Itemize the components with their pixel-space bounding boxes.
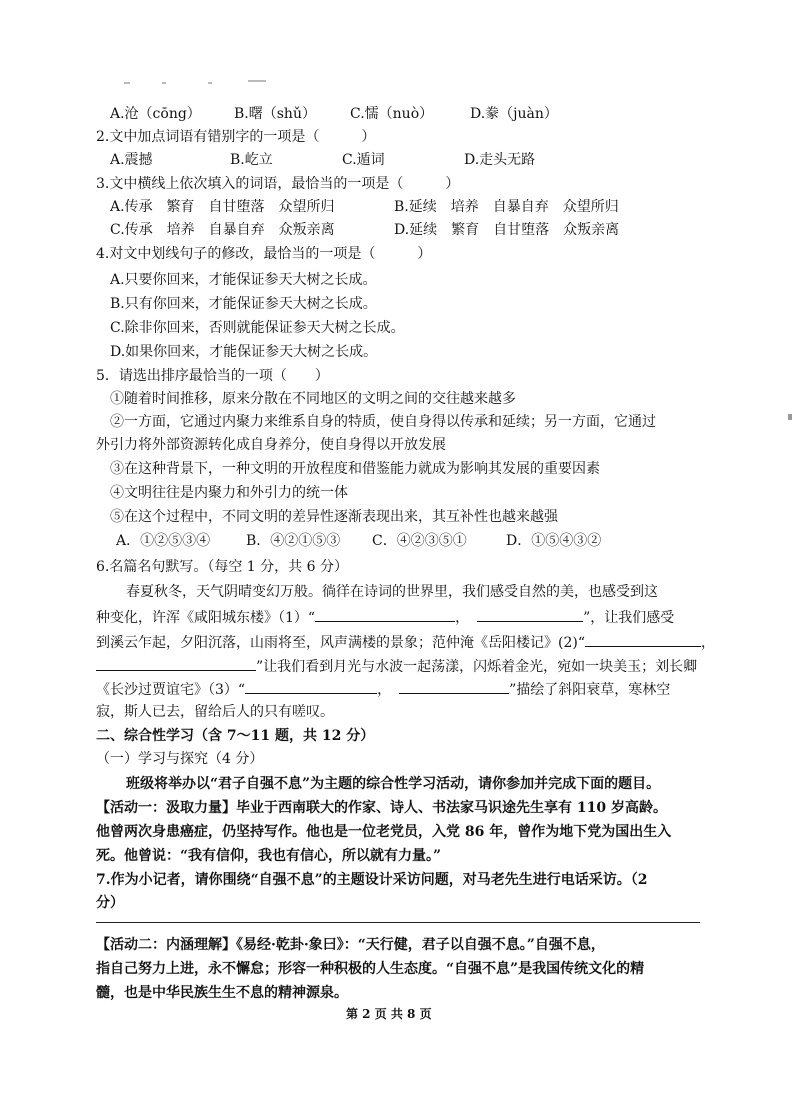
q6-text-2b: ， [455,610,470,626]
activity2-line3: 髓，也是中华民族生生不息的精神源泉。 [96,985,348,1001]
q6-text-3b: ， [701,635,715,651]
q5-options [116,531,716,551]
q5-option-a: A．①②⑤③④ [116,533,211,549]
q6-text-6: 寂，斯人已去，留给后人的只有嗟叹。 [96,704,334,720]
q3-option-b: B.延续 培养 自暴自弃 众望所归 [394,199,619,215]
q6-text-5a: 《长沙过贾谊宅》（3）“ [96,682,246,698]
activity1-line1 [96,798,667,818]
q1-option-b: B.曙（shǔ） [234,106,316,122]
q4-option-c: C.除非你回来，否则就能保证参天大树之长成。 [110,320,405,336]
q4-stem: 4.对文中划线句子的修改，最恰当的一项是（ ） [96,246,432,262]
answer-line[interactable] [96,922,700,923]
q2-option-d: D.走头无路 [464,152,536,168]
q5-sentence-2b: 外引力将外部资源转化成自身养分，使自身得以开放发展 [96,437,446,453]
blank-1[interactable] [315,607,455,622]
q6-text-5c: ”描绘了斜阳衰草，寒林空 [509,682,671,698]
q4-option-a: A.只要你回来，才能保证参天大树之长成。 [110,272,377,288]
activity1-line2: 他曾两次身患癌症，仍坚持写作。他也是一位老党员，入党 86 年，曾作为地下党为国出生入 [96,824,672,840]
section2-title: 二、综合性学习（含 7～11 题，共 12 分） [96,728,375,744]
q5-sentence-5: ⑤在这个过程中，不同文明的差异性逐渐表现出来，其互补性也越来越强 [110,509,558,525]
q6-text-5 [96,679,670,699]
scan-mark [162,82,166,84]
q6-text-4b: ”让我们看到月光与水波一起荡漾，闪烁着金光，宛如一块美玉；刘长卿 [256,659,698,675]
q1-option-d: D.豢（juàn） [470,106,558,122]
q3-options-row1 [110,197,710,217]
q2-options [110,150,710,170]
q7-line2: 分） [96,895,124,911]
q3-option-a: A.传承 繁育 自甘堕落 众望所归 [110,199,335,215]
q4-option-b: B.只有你回来，才能保证参天大树之长成。 [110,296,377,312]
q2-option-a: A.震撼 [110,152,153,168]
q6-stem: 6.名篇名句默写。（每空 1 分，共 6 分） [96,559,348,575]
q2-option-c: C.遁词 [342,152,385,168]
blank-6[interactable] [399,679,509,694]
q3-stem: 3.文中横线上依次填入的词语，最恰当的一项是（ ） [96,176,460,192]
q1-option-c: C.懦（nuò） [350,106,434,122]
scan-mark [788,414,792,420]
q7-line1: 7.作为小记者，请你围绕“自强不息”的主题设计采访问题，对马老先生进行电话采访。（2 [96,872,648,888]
q2-stem: 2.文中加点词语有错别字的一项是（ ） [96,129,376,145]
q5-sentence-1: ①随着时间推移，原来分散在不同地区的文明之间的交往越来越多 [110,391,516,407]
q6-text-4 [96,656,697,676]
blank-5[interactable] [245,679,377,694]
scan-mark [248,80,266,82]
q3-options-row2 [110,220,710,240]
q3-option-c: C.传承 培养 自暴自弃 众叛亲离 [110,222,335,238]
page-footer: 第 2 页 共 8 页 [346,1007,432,1021]
blank-4[interactable] [96,656,256,671]
scan-mark [124,82,130,84]
q6-text-1: 春夏秋冬，天气阴晴变幻万般。徜徉在诗词的世界里，我们感受自然的美，也感受到这 [126,584,658,600]
q6-text-3a: 到溪云乍起，夕阳沉落，山雨将至，风声满楼的景象；范仲淹《岳阳楼记》(2)“ [96,635,585,651]
scan-mark [208,82,212,84]
blank-3[interactable] [585,632,701,647]
blank-2[interactable] [477,607,583,622]
q6-text-5b: ， [377,682,392,698]
q5-sentence-3: ③在这种背景下，一种文明的开放程度和借鉴能力就成为影响其发展的重要因素 [110,461,600,477]
q5-sentence-4: ④文明往往是内聚力和外引力的统一体 [110,485,348,501]
section2-intro: 班级将举办以“君子自强不息”为主题的综合性学习活动，请你参加并完成下面的题目。 [126,776,661,792]
activity1-text: 毕业于西南联大的作家、诗人、书法家马识途先生享有 110 岁高龄。 [236,800,667,816]
activity2-line1: 【活动二：内涵理解】《易经·乾卦·象曰》：“天行健，君子以自强不息。”自强不息， [96,937,605,953]
q5-stem: 5．请选出排序最恰当的一项（ ） [96,368,329,384]
q5-sentence-2a: ②一方面，它通过内聚力来维系自身的特质，使自身得以传承和延续；另一方面，它通过 [110,414,656,430]
q5-option-c: C．④②③⑤① [372,533,467,549]
q6-text-2c: ”，让我们感受 [583,610,675,626]
activity1-tag: 【活动一：汲取力量】 [96,800,236,816]
q5-option-d: D．①⑤④③② [506,533,602,549]
activity1-line3: 死。他曾说：“我有信仰，我也有信心，所以就有力量。” [96,848,442,864]
q2-option-b: B.屹立 [230,152,273,168]
q6-text-2 [96,607,674,627]
q6-text-3 [96,632,715,652]
q1-option-a: A.沧（cōng） [110,106,201,122]
activity2-line2: 指自己努力上进，永不懈怠；形容一种积极的人生态度。“自强不息”是我国传统文化的精 [96,961,645,977]
q4-option-d: D.如果你回来，才能保证参天大树之长成。 [110,344,378,360]
q1-options [110,104,710,124]
q3-option-d: D.延续 繁育 自甘堕落 众叛亲离 [394,222,620,238]
q5-option-b: B．④②①⑤③ [246,533,341,549]
section2-sub1: （一）学习与探究（4 分） [96,751,264,767]
q6-text-2a: 种变化，许浑《咸阳城东楼》（1）“ [96,610,316,626]
